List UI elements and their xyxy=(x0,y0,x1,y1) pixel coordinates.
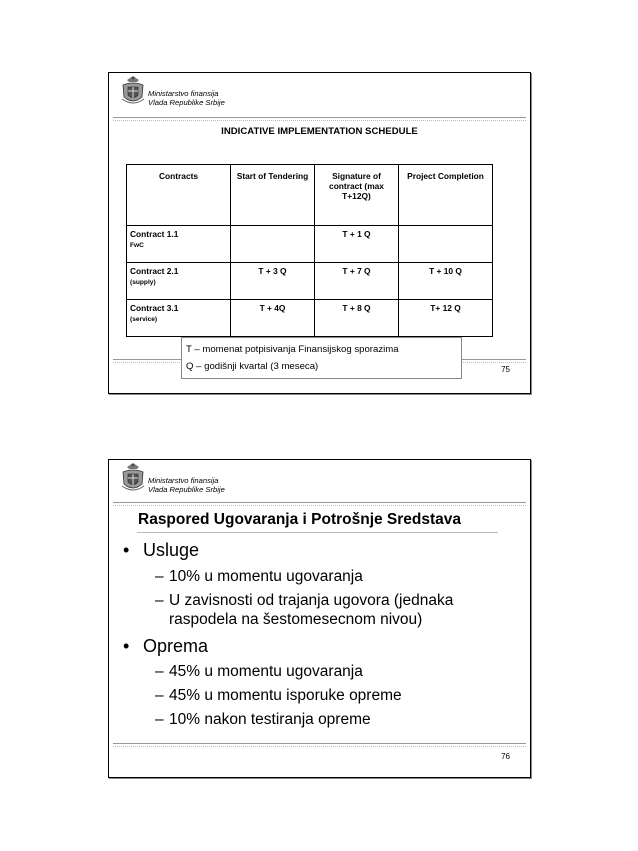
table-row xyxy=(127,300,493,337)
contract-cell xyxy=(127,300,231,337)
signature-cell: T + 7 Q xyxy=(315,263,399,300)
ministry-line-2: Vlada Republike Srbije xyxy=(148,485,225,494)
serbia-coat-of-arms-logo xyxy=(120,75,146,109)
header-start-of-tendering: Start of Tendering xyxy=(231,165,315,226)
list-item: – 45% u momentu ugovaranja xyxy=(155,663,363,680)
contract-name: Contract 2.1 xyxy=(130,266,179,276)
slide-75 xyxy=(108,72,531,394)
ministry-line-1: Ministarstvo finansija xyxy=(148,89,219,98)
start-cell xyxy=(231,226,315,263)
header-divider xyxy=(113,117,526,121)
start-cell: T + 3 Q xyxy=(231,263,315,300)
contract-cell xyxy=(127,263,231,300)
completion-cell: T+ 12 Q xyxy=(399,300,493,337)
list-item-continuation: raspodela na šestomesecnom nivou) xyxy=(169,611,423,628)
ministry-name xyxy=(148,89,225,107)
bullet-oprema xyxy=(123,636,208,657)
slide-title: Raspored Ugovaranja i Potrošnje Sredstava xyxy=(138,511,462,528)
bullet-icon: • xyxy=(123,540,130,560)
signature-cell: T + 1 Q xyxy=(315,226,399,263)
header-project-completion: Project Completion xyxy=(399,165,493,226)
page-number: 76 xyxy=(501,752,510,761)
contract-type: FwC xyxy=(130,242,144,249)
header-divider xyxy=(113,502,526,506)
header-signature-of-contract: Signature of contract (max T+12Q) xyxy=(315,165,399,226)
serbia-coat-of-arms-logo xyxy=(120,462,146,496)
legend-box xyxy=(181,337,462,379)
header-contracts: Contracts xyxy=(127,165,231,226)
signature-cell: T + 8 Q xyxy=(315,300,399,337)
list-item: – U zavisnosti od trajanja ugovora (jednaka raspodela na šestomesecnom nivou) xyxy=(155,592,454,628)
bullet-label: Usluge xyxy=(143,540,200,560)
schedule-title: INDICATIVE IMPLEMENTATION SCHEDULE xyxy=(221,126,418,137)
footer-divider xyxy=(113,743,526,747)
start-cell: T + 4Q xyxy=(231,300,315,337)
contract-name: Contract 1.1 xyxy=(130,229,179,239)
list-item: – 10% u momentu ugovaranja xyxy=(155,568,363,585)
ministry-line-1: Ministarstvo finansija xyxy=(148,476,219,485)
title-underline xyxy=(137,532,498,533)
list-item: – 45% u momentu isporuke opreme xyxy=(155,687,402,704)
table-row xyxy=(127,226,493,263)
contract-type: (supply) xyxy=(130,279,156,286)
page-number: 75 xyxy=(501,365,510,374)
table-header-row xyxy=(127,165,493,226)
contract-name: Contract 3.1 xyxy=(130,303,179,313)
bullet-usluge xyxy=(123,540,199,561)
contract-type: (service) xyxy=(130,316,158,323)
completion-cell: T + 10 Q xyxy=(399,263,493,300)
bullet-icon: • xyxy=(123,636,130,656)
bullet-label: Oprema xyxy=(143,636,209,656)
table-row xyxy=(127,263,493,300)
legend-t: T – momenat potpisivanja Finansijskog sporazima xyxy=(186,344,399,355)
legend-q: Q – godišnji kvartal (3 meseca) xyxy=(186,361,319,372)
ministry-line-2: Vlada Republike Srbije xyxy=(148,98,225,107)
contract-cell xyxy=(127,226,231,263)
slide-76 xyxy=(108,459,531,778)
completion-cell xyxy=(399,226,493,263)
ministry-name xyxy=(148,476,225,494)
list-item: – 10% nakon testiranja opreme xyxy=(155,711,371,728)
schedule-table xyxy=(126,164,493,337)
